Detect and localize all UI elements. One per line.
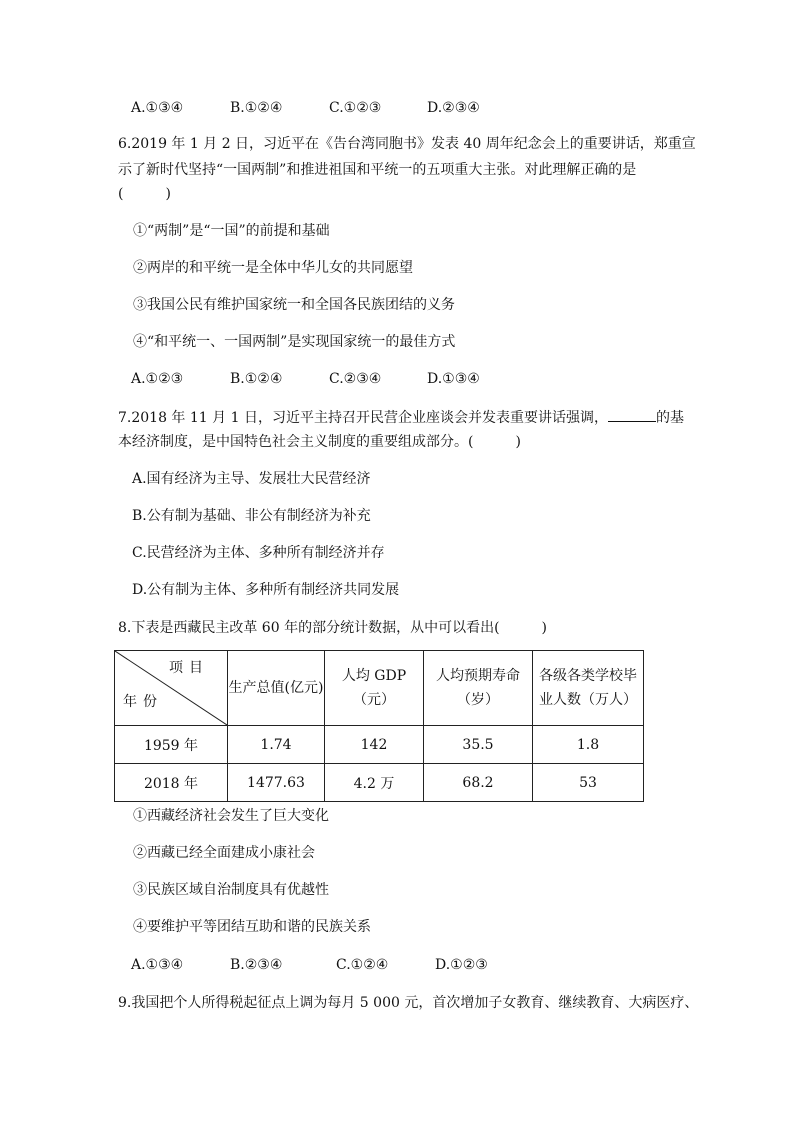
q6-option-a: A.①②③	[131, 371, 184, 387]
q6-option-d: D.①③④	[427, 371, 480, 387]
cell-year: 2018 年	[115, 764, 228, 802]
q7-option-a: A.国有经济为主导、发展壮大民营经济	[132, 471, 371, 487]
cell-life-expectancy: 35.5	[424, 726, 533, 764]
q6-stem-line1: 6.2019 年 1 月 2 日，习近平在《告台湾同胞书》发表 40 周年纪念会上的重要讲话，郑重宣	[118, 136, 696, 152]
q6-option-b: B.①②④	[230, 371, 283, 387]
cell-graduates: 53	[533, 764, 644, 802]
corner-label-item: 项目	[169, 660, 209, 676]
q8-stem: 8.下表是西藏民主改革 60 年的部分统计数据，从中可以看出( )	[118, 620, 547, 636]
table-row	[115, 764, 644, 802]
q8-item-3: ③民族区域自治制度具有优越性	[133, 882, 329, 898]
cell-gdp-total: 1477.63	[228, 764, 325, 802]
q7-option-c: C.民营经济为主体、多种所有制经济并存	[132, 545, 385, 561]
q6-answer-paren: ( )	[118, 186, 171, 202]
q8-option-d: D.①②③	[435, 957, 488, 973]
q7-option-d: D.公有制为主体、多种所有制经济共同发展	[132, 582, 400, 598]
cell-graduates: 1.8	[533, 726, 644, 764]
q6-item-3: ③我国公民有维护国家统一和全国各民族团结的义务	[133, 297, 455, 313]
q8-option-b: B.②③④	[230, 957, 283, 973]
cell-gdp-total: 1.74	[228, 726, 325, 764]
cell-gdp-per-capita: 142	[325, 726, 424, 764]
q5-option-b: B.①②④	[230, 100, 283, 116]
table-corner-cell	[115, 651, 228, 726]
header-gdp-per-capita: 人均 GDP（元）	[325, 651, 424, 726]
q6-option-c: C.②③④	[329, 371, 382, 387]
q6-item-1: ①“两制”是“一国”的前提和基础	[133, 223, 330, 239]
header-graduates: 各级各类学校毕业人数（万人）	[533, 651, 644, 726]
table-row	[115, 726, 644, 764]
q6-stem-line2: 示了新时代坚持“一国两制”和推进祖国和平统一的五项重大主张。对此理解正确的是	[118, 162, 637, 178]
header-life-expectancy: 人均预期寿命（岁）	[424, 651, 533, 726]
q8-stats-table	[114, 650, 644, 802]
q5-option-d: D.②③④	[427, 100, 480, 116]
q7-stem-after: 的基	[655, 410, 684, 426]
q7-blank	[608, 407, 656, 422]
q8-item-4: ④要维护平等团结互助和谐的民族关系	[133, 919, 371, 935]
q8-item-1: ①西藏经济社会发生了巨大变化	[133, 808, 329, 824]
cell-year: 1959 年	[115, 726, 228, 764]
q7-stem-before: 7.2018 年 11 月 1 日，习近平主持召开民营企业座谈会并发表重要讲话强调，	[118, 410, 608, 426]
q6-item-2: ②两岸的和平统一是全体中华儿女的共同愿望	[133, 260, 413, 276]
cell-life-expectancy: 68.2	[424, 764, 533, 802]
q5-option-c: C.①②③	[329, 100, 382, 116]
q6-item-4: ④“和平统一、一国两制”是实现国家统一的最佳方式	[133, 334, 456, 350]
table-header-row	[115, 651, 644, 726]
cell-gdp-per-capita: 4.2 万	[325, 764, 424, 802]
q7-stem-line2: 本经济制度，是中国特色社会主义制度的重要组成部分。( )	[118, 434, 521, 450]
header-gdp-total: 生产总值(亿元)	[228, 651, 325, 726]
q8-option-a: A.①③④	[131, 957, 184, 973]
q9-stem-line1: 9.我国把个人所得税起征点上调为每月 5 000 元，首次增加子女教育、继续教育、大病医疗、	[118, 995, 699, 1011]
q5-option-a: A.①③④	[131, 100, 184, 116]
q8-option-c: C.①②④	[336, 957, 389, 973]
corner-label-year: 年份	[123, 694, 163, 710]
q7-stem-line1	[118, 407, 684, 428]
q8-item-2: ②西藏已经全面建成小康社会	[133, 845, 315, 861]
q7-option-b: B.公有制为基础、非公有制经济为补充	[132, 508, 371, 524]
